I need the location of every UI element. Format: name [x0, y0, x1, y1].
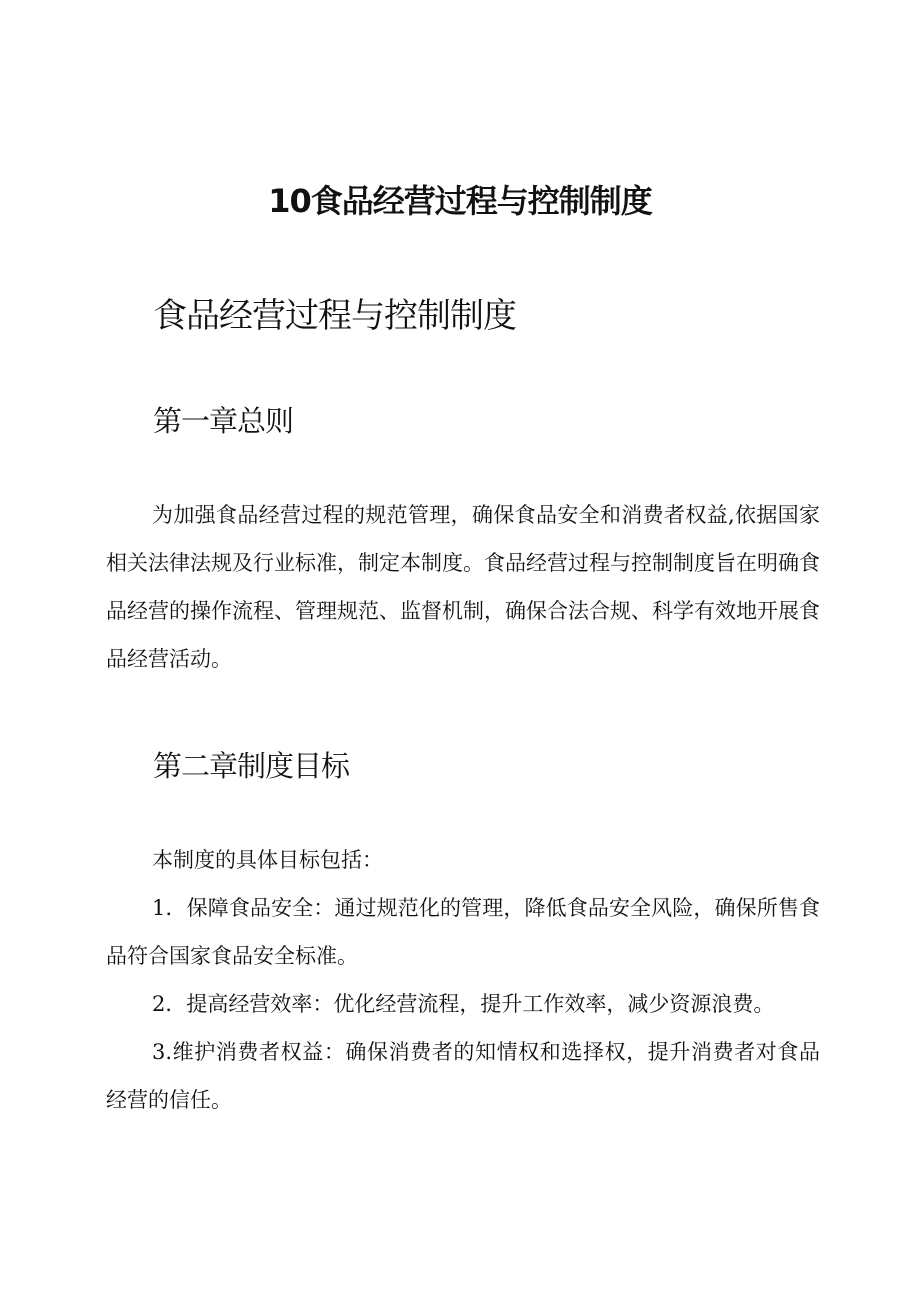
chapter-2-heading: 第二章制度目标 [153, 749, 350, 783]
goal-item-1: 1．保障食品安全：通过规范化的管理，降低食品安全风险，确保所售食品符合国家食品安全标准。 [106, 896, 820, 968]
goal-item-2: 2．提高经营效率：优化经营流程，提升工作效率，减少资源浪费。 [152, 992, 775, 1016]
chapter-1-heading: 第一章总则 [153, 404, 294, 438]
chapter-2-intro: 本制度的具体目标包括： [152, 848, 383, 872]
main-heading: 食品经营过程与控制制度 [153, 296, 516, 336]
goal-item-3: 3.维护消费者权益：确保消费者的知情权和选择权，提升消费者对食品经营的信任。 [106, 1040, 820, 1112]
chapter-1-paragraph: 为加强食品经营过程的规范管理，确保食品安全和消费者权益,依据国家相关法律法规及行业标准，制定本制度。食品经营过程与控制制度旨在明确食品经营的操作流程、管理规范、监督机制，确保合法合规、科学有效地开展食品经营活动。 [106, 503, 820, 671]
document-title: 10食品经营过程与控制制度 [268, 182, 652, 220]
